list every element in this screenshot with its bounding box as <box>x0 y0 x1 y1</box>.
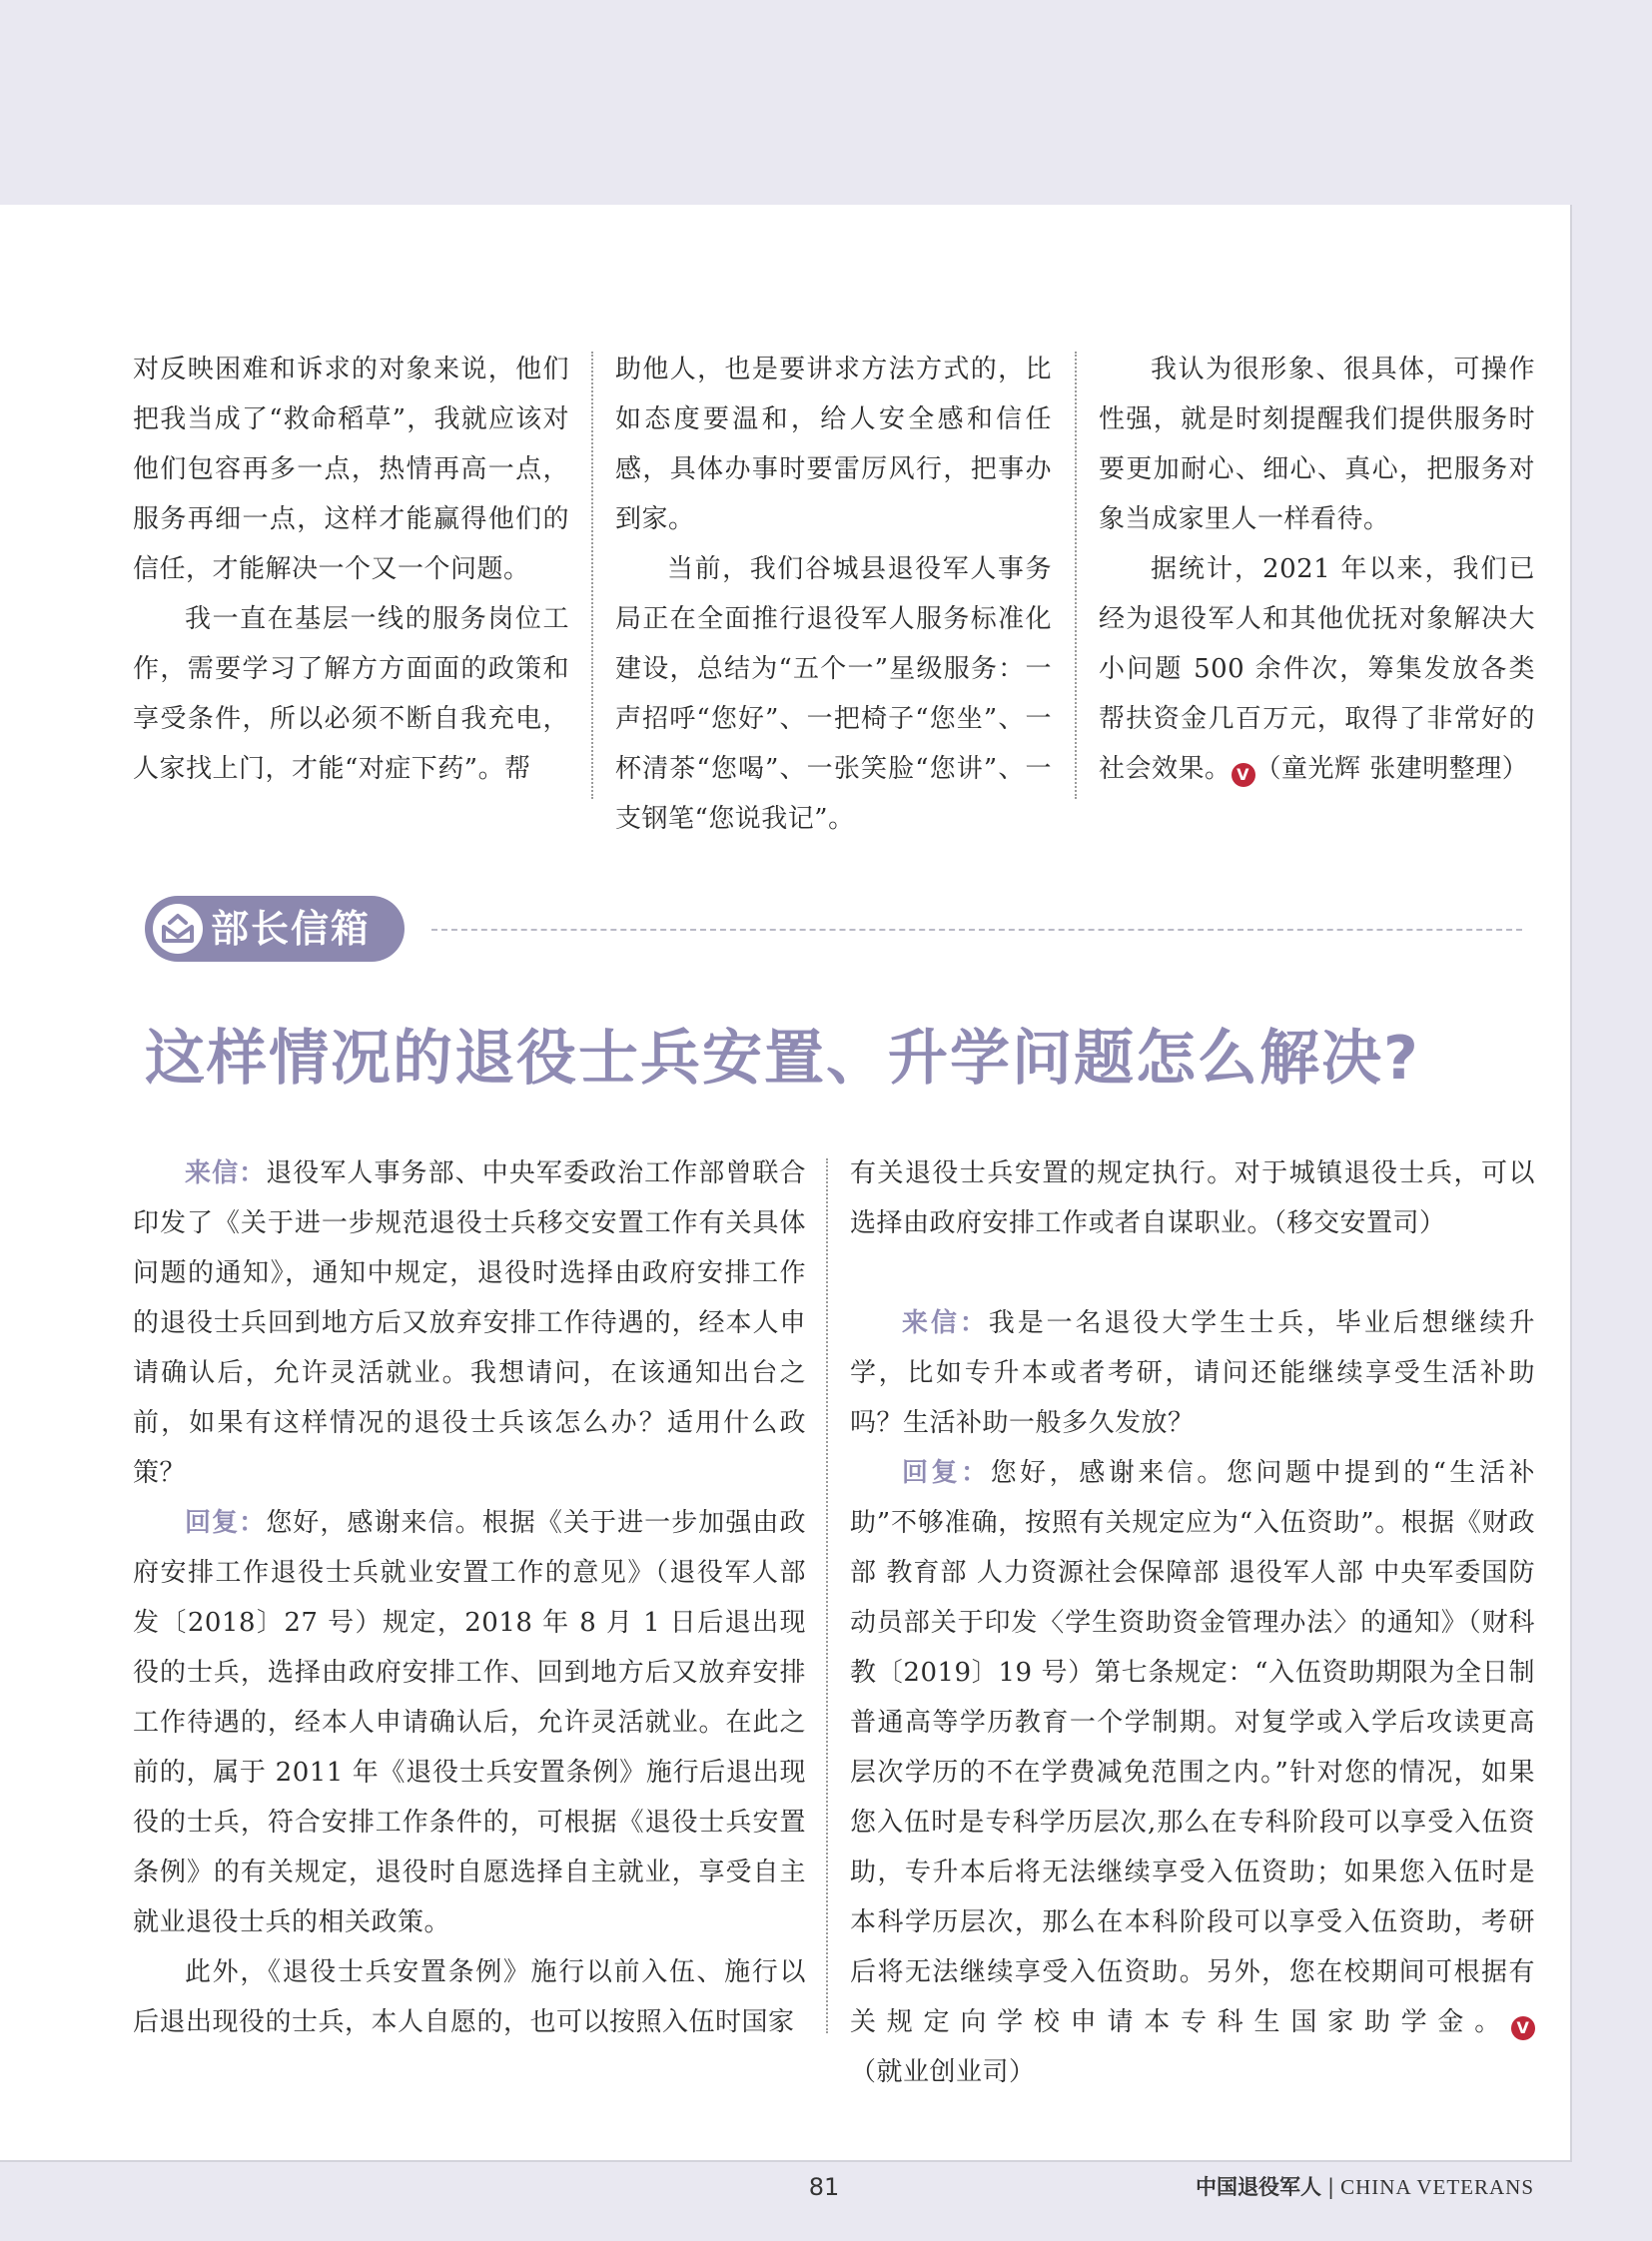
top-article-column-2 <box>615 345 1052 844</box>
paragraph-text: 有关退役士兵安置的规定执行。对于城镇退役士兵，可以选择由政府安排工作或者自谋职业。 <box>850 1158 1535 1238</box>
section-tag <box>145 896 405 962</box>
question-label: 来信： <box>902 1308 989 1338</box>
section-tag-label: 部长信箱 <box>211 907 372 951</box>
question-text: 我是一名退役大学生士兵，毕业后想继续升学，比如专升本或者考研，请问还能继续享受生活补助吗？生活补助一般多久发放？ <box>850 1308 1535 1438</box>
question-paragraph <box>850 1298 1535 1448</box>
paragraph <box>850 1148 1535 1248</box>
reply-text: 您好，感谢来信。您问题中提到的“生活补助”不够准确，按照有关规定应为“入伍资助”。根据《财政部 教育部 人力资源社会保障部 退役军人部 中央军委国防动员部关于印发〈学生资助资金管理办法〉的通知》（财科教〔2019〕19 号）第七条规定：“入伍资助期限为全日制普通高等学历教育一个学制期。对复学或入学后攻读更高层次学历的不在学费减免范围之内。”针对您的情况，如果您入伍时是专科学历层次,那么在专科阶段可以享受入伍资助，专升本后将无法继续享受入伍资助；如果您入伍时是本科学历层次，那么在本科阶段可以享受入伍资助，考研后将无法继续享受入伍资助。另外，您在校期间可根据有关规定向学校申请本专科生国家助学金。 <box>850 1458 1535 2037</box>
top-article-column-1 <box>133 345 569 794</box>
qa-right-column <box>850 1148 1535 2097</box>
paragraph <box>1099 544 1535 794</box>
mailbox-icon <box>153 904 203 954</box>
brand-separator: | <box>1327 2175 1335 2199</box>
brand-cn: 中国退役军人 <box>1196 2175 1322 2199</box>
paragraph: 当前，我们谷城县退役军人事务局正在全面推行退役军人服务标准化建设，总结为“五个一”星级服务：一声招呼“您好”、一把椅子“您坐”、一杯清茶“您喝”、一张笑脸“您讲”、一支钢笔“您说我记”。 <box>615 554 1052 834</box>
qa-left-column <box>133 1148 806 2047</box>
spacer <box>850 1248 1535 1298</box>
paragraph: 我认为很形象、很具体，可操作性强，就是时刻提醒我们提供服务时要更加耐心、细心、真心，把服务对象当成家里人一样看待。 <box>1099 355 1535 534</box>
paragraph-text: 据统计，2021 年以来，我们已经为退役军人和其他优抚对象解决大小问题 500 余件次，筹集发放各类帮扶资金几百万元，取得了非常好的社会效果。 <box>1099 554 1535 784</box>
v-logo-icon: V <box>1232 763 1255 787</box>
brand-en: CHINA VETERANS <box>1340 2175 1534 2199</box>
paragraph: 助他人，也是要讲求方法方式的，比如态度要温和，给人安全感和信任感，具体办事时要雷厉风行，把事办到家。 <box>615 355 1052 534</box>
section-divider <box>431 929 1522 931</box>
paragraph: 我一直在基层一线的服务岗位工作，需要学习了解方方面面的政策和享受条件，所以必须不断自我充电，人家找上门，才能“对症下药”。帮 <box>133 604 569 784</box>
reply-label: 回复： <box>902 1458 991 1488</box>
top-article-column-3 <box>1099 345 1535 794</box>
question-paragraph <box>133 1148 806 1498</box>
column-divider <box>591 352 593 799</box>
page-number: 81 <box>808 2173 840 2201</box>
column-divider <box>1075 352 1077 799</box>
reply-paragraph <box>133 1498 806 1947</box>
reply-paragraph <box>850 1448 1535 2097</box>
question-label: 来信： <box>185 1158 267 1188</box>
magazine-brand <box>1196 2169 1534 2205</box>
paragraph: 此外，《退役士兵安置条例》施行以前入伍、施行以后退出现役的士兵，本人自愿的，也可以按照入伍时国家 <box>133 1957 806 2037</box>
reply-text: 您好，感谢来信。根据《关于进一步加强由政府安排工作退役士兵就业安置工作的意见》（退役军人部发〔2018〕27 号）规定，2018 年 8 月 1 日后退出现役的士兵，选择由政府安排工作、回到地方后又放弃安排工作待遇的，经本人申请确认后，允许灵活就业。在此之前的，属于 2011 年《退役士兵安置条例》施行后退出现役的士兵，符合安排工作条件的，可根据《退役士兵安置条例》的有关规定，退役时自愿选择自主就业，享受自主就业退役士兵的相关政策。 <box>133 1508 806 1937</box>
v-logo-icon: V <box>1511 2016 1535 2040</box>
department-signature: （移交安置司） <box>1273 1208 1446 1238</box>
editor-signature: （童光辉 张建明整理） <box>1254 754 1529 784</box>
paragraph: 对反映困难和诉求的对象来说，他们把我当成了“救命稻草”，我就应该对他们包容再多一点，热情再高一点，服务再细一点，这样才能赢得他们的信任，才能解决一个又一个问题。 <box>133 355 569 584</box>
reply-label: 回复： <box>185 1508 267 1538</box>
article-headline: 这样情况的退役士兵安置、升学问题怎么解决? <box>145 1024 1420 1094</box>
question-text: 退役军人事务部、中央军委政治工作部曾联合印发了《关于进一步规范退役士兵移交安置工作有关具体问题的通知》，通知中规定，退役时选择由政府安排工作的退役士兵回到地方后又放弃安排工作待遇的，经本人申请确认后，允许灵活就业。我想请问，在该通知出台之前，如果有这样情况的退役士兵该怎么办？适用什么政策？ <box>133 1158 806 1488</box>
column-divider <box>826 1158 828 2033</box>
department-signature: （就业创业司） <box>850 2057 1036 2087</box>
